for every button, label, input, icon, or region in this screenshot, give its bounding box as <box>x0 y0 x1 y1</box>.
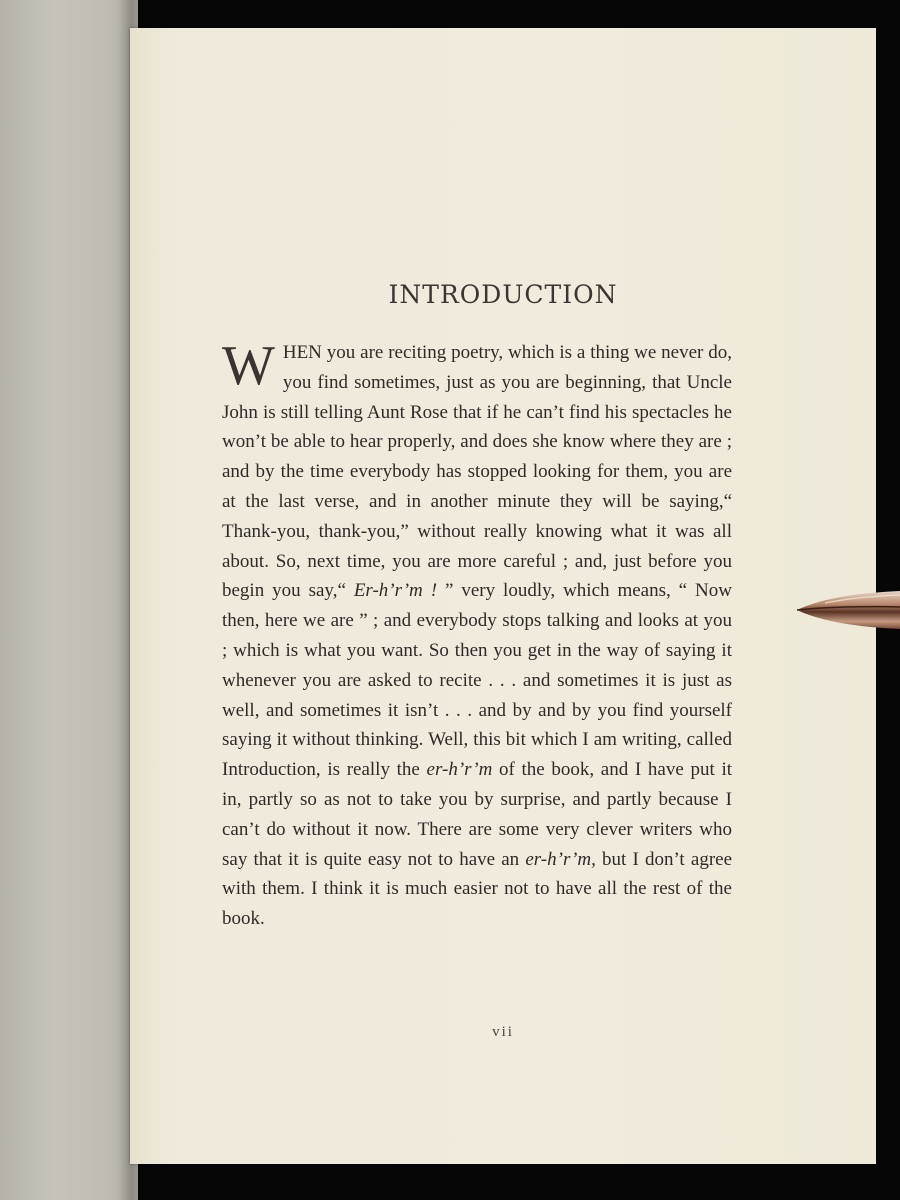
book-page <box>130 28 876 1164</box>
drop-cap: W <box>222 335 275 397</box>
page-title: INTRODUCTION <box>388 280 618 309</box>
paragraph-segment: of the book, and I have put it in, partly so as not to take you by surprise, and partly because I can’t do without it now. There are some very clever writers who say that it is quite easy not to have an <box>222 759 732 870</box>
italic-segment: er-h’r’m, <box>525 848 596 870</box>
paragraph-segment: but I don’t agree with them. I think it is much easier not to have all the rest of the book. <box>222 848 733 930</box>
paragraph-segment: ” very loudly, which means, “ Now then, here we are ” ; and everybody stops talking and looks at you ; which is what you want. So then you get in the way of saying it whenever you are asked to recite . . . and sometimes it is just as well, and sometimes it isn’t . . . and by and by you find yourself saying it without thinking. Well, this bit which I am writing, called Introduction, is really the <box>222 580 732 781</box>
introduction-paragraph <box>222 335 733 934</box>
pen-pointer-icon <box>795 585 900 635</box>
paragraph-segment: HEN you are reciting poetry, which is a thing we never do, you find sometimes, just as you are beginning, that Uncle John is still telling Aunt Rose that if he can’t find his spectacles he won’t be able to hear properly, and does she know where they are ; and by the time everybody has stopped looking for them, you are at the last verse, and in another minute they will be saying,“ Thank-you, thank-you,” without really knowing what it was all about. So, next time, you are more careful ; and, just before you begin you say,“ <box>222 342 732 602</box>
italic-segment: Er-h’r’m ! <box>353 580 438 602</box>
italic-segment: er-h’r’m <box>426 759 493 781</box>
page-number: vii <box>492 1024 514 1040</box>
